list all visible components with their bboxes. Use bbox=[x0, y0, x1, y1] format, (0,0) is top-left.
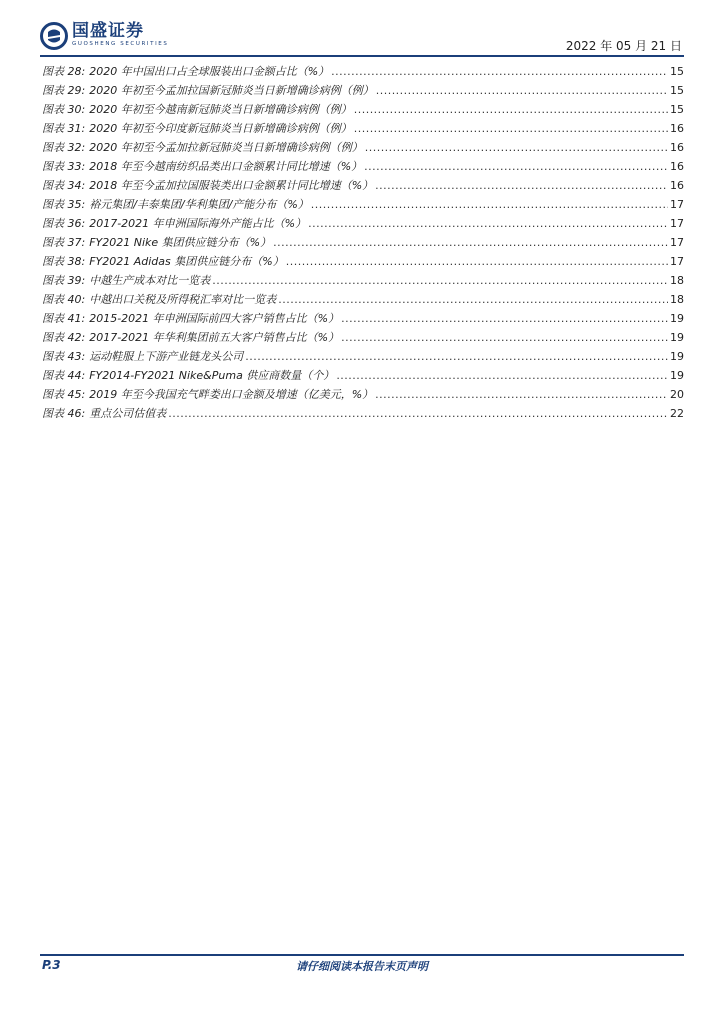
logo-name-cn: 国盛证券 bbox=[72, 21, 144, 41]
toc-entry-page: 19 bbox=[670, 331, 684, 344]
toc-entry-page: 17 bbox=[670, 255, 684, 268]
toc-entry-page: 19 bbox=[670, 312, 684, 325]
toc-entry-title: 中越生产成本对比一览表 bbox=[89, 274, 211, 287]
toc-entry-label: 图表 39: bbox=[42, 274, 86, 287]
toc-dot-leader bbox=[336, 369, 668, 382]
toc-entry-title: 2020 年中国出口占全球服装出口金额占比（%） bbox=[89, 65, 330, 78]
toc-entry-page: 19 bbox=[670, 369, 684, 382]
toc-entry-label: 图表 40: bbox=[42, 293, 86, 306]
company-logo bbox=[40, 22, 168, 52]
toc-entry[interactable] bbox=[42, 234, 684, 253]
toc-entry-page: 17 bbox=[670, 198, 684, 211]
toc-entry[interactable] bbox=[42, 348, 684, 367]
toc-entry-page: 17 bbox=[670, 217, 684, 230]
toc-entry-page: 15 bbox=[670, 103, 684, 116]
toc-dot-leader bbox=[341, 312, 668, 325]
toc-entry[interactable] bbox=[42, 272, 684, 291]
toc-entry-title: 中越出口关税及所得税汇率对比一览表 bbox=[89, 293, 277, 306]
toc-entry[interactable] bbox=[42, 158, 684, 177]
toc-entry[interactable] bbox=[42, 63, 684, 82]
toc-entry-label: 图表 34: bbox=[42, 179, 86, 192]
toc-entry-title: FY2021 Adidas 集团供应链分布（%） bbox=[89, 255, 284, 268]
toc-entry-label: 图表 41: bbox=[42, 312, 86, 325]
toc-dot-leader bbox=[331, 65, 668, 78]
toc-dot-leader bbox=[308, 217, 668, 230]
toc-entry[interactable] bbox=[42, 177, 684, 196]
toc-entry-title: 2020 年初至今孟加拉新冠肺炎当日新增确诊病例（例） bbox=[89, 141, 363, 154]
logo-name-en: GUOSHENG SECURITIES bbox=[72, 41, 169, 47]
toc-entry-page: 18 bbox=[670, 274, 684, 287]
toc-entry-label: 图表 46: bbox=[42, 407, 86, 420]
toc-entry-page: 19 bbox=[670, 350, 684, 363]
toc-entry-label: 图表 33: bbox=[42, 160, 86, 173]
toc-dot-leader bbox=[168, 407, 668, 420]
toc-entry-label: 图表 31: bbox=[42, 122, 86, 135]
toc-dot-leader bbox=[364, 160, 668, 173]
toc-entry-page: 17 bbox=[670, 236, 684, 249]
toc-entry-page: 16 bbox=[670, 141, 684, 154]
toc-entry-title: 2020 年初至今印度新冠肺炎当日新增确诊病例（例） bbox=[89, 122, 352, 135]
toc-entry-title: 2015-2021 年申洲国际前四大客户销售占比（%） bbox=[89, 312, 340, 325]
page-header bbox=[0, 0, 724, 60]
toc-entry[interactable] bbox=[42, 196, 684, 215]
report-date: 2022 年 05 月 21 日 bbox=[565, 39, 682, 53]
toc-entry-title: 裕元集团/丰泰集团/华利集团/产能分布（%） bbox=[89, 198, 309, 211]
toc-entry-page: 16 bbox=[670, 160, 684, 173]
toc-entry[interactable] bbox=[42, 215, 684, 234]
toc-entry-title: FY2014-FY2021 Nike&Puma 供应商数量（个） bbox=[89, 369, 335, 382]
toc-dot-leader bbox=[365, 141, 668, 154]
disclaimer-text: 请仔细阅读本报告末页声明 bbox=[296, 960, 428, 973]
toc-entry-label: 图表 35: bbox=[42, 198, 86, 211]
toc-entry-page: 18 bbox=[670, 293, 684, 306]
toc-dot-leader bbox=[311, 198, 668, 211]
toc-entry-title: 2020 年初至今越南新冠肺炎当日新增确诊病例（例） bbox=[89, 103, 352, 116]
toc-entry[interactable] bbox=[42, 329, 684, 348]
toc-entry[interactable] bbox=[42, 139, 684, 158]
toc-entry-label: 图表 38: bbox=[42, 255, 86, 268]
toc-dot-leader bbox=[376, 84, 668, 97]
toc-entry[interactable] bbox=[42, 291, 684, 310]
toc-dot-leader bbox=[245, 350, 668, 363]
toc-entry-title: 2017-2021 年华利集团前五大客户销售占比（%） bbox=[89, 331, 340, 344]
toc-entry-page: 22 bbox=[670, 407, 684, 420]
toc-entry-title: 2019 年至今我国充气畔娄出口金额及增速（亿美元，%） bbox=[89, 388, 374, 401]
toc-entry-title: 2017-2021 年申洲国际海外产能占比（%） bbox=[89, 217, 307, 230]
toc-entry-title: 2018 年至今越南纺织品类出口金额累计同比增速（%） bbox=[89, 160, 363, 173]
toc-dot-leader bbox=[354, 103, 668, 116]
toc-dot-leader bbox=[212, 274, 668, 287]
logo-text bbox=[72, 22, 168, 48]
toc-entry-page: 16 bbox=[670, 179, 684, 192]
footer-divider bbox=[40, 954, 684, 956]
toc-entry[interactable] bbox=[42, 310, 684, 329]
toc-entry-page: 16 bbox=[670, 122, 684, 135]
toc-dot-leader bbox=[273, 236, 668, 249]
header-divider bbox=[40, 55, 684, 57]
toc-dot-leader bbox=[354, 122, 668, 135]
toc-entry-label: 图表 30: bbox=[42, 103, 86, 116]
toc-entry[interactable] bbox=[42, 101, 684, 120]
toc-entry-title: 重点公司估值表 bbox=[89, 407, 167, 420]
toc-entry-label: 图表 44: bbox=[42, 369, 86, 382]
toc-entry-label: 图表 32: bbox=[42, 141, 86, 154]
toc-entry-title: 2018 年至今孟加拉国服装类出口金额累计同比增速（%） bbox=[89, 179, 374, 192]
toc-dot-leader bbox=[286, 255, 668, 268]
figure-index-list bbox=[42, 63, 684, 424]
toc-entry-label: 图表 28: bbox=[42, 65, 86, 78]
toc-entry-label: 图表 45: bbox=[42, 388, 86, 401]
toc-entry-title: 2020 年初至今孟加拉国新冠肺炎当日新增确诊病例（例） bbox=[89, 84, 374, 97]
toc-dot-leader bbox=[278, 293, 668, 306]
page-number: P.3 bbox=[42, 958, 61, 972]
toc-dot-leader bbox=[375, 388, 668, 401]
toc-entry[interactable] bbox=[42, 82, 684, 101]
toc-entry-title: FY2021 Nike 集团供应链分布（%） bbox=[89, 236, 272, 249]
toc-entry-label: 图表 29: bbox=[42, 84, 86, 97]
toc-entry[interactable] bbox=[42, 367, 684, 386]
guosheng-logo-icon bbox=[40, 22, 68, 50]
toc-dot-leader bbox=[341, 331, 668, 344]
toc-entry-label: 图表 42: bbox=[42, 331, 86, 344]
toc-entry-label: 图表 43: bbox=[42, 350, 86, 363]
toc-entry-page: 20 bbox=[670, 388, 684, 401]
toc-entry-label: 图表 37: bbox=[42, 236, 86, 249]
toc-entry[interactable] bbox=[42, 253, 684, 272]
toc-entry-title: 运动鞋服上下游产业链龙头公司 bbox=[89, 350, 244, 363]
toc-entry-page: 15 bbox=[670, 65, 684, 78]
toc-entry[interactable] bbox=[42, 120, 684, 139]
toc-entry-page: 15 bbox=[670, 84, 684, 97]
toc-entry[interactable] bbox=[42, 386, 684, 405]
toc-dot-leader bbox=[375, 179, 668, 192]
toc-entry-label: 图表 36: bbox=[42, 217, 86, 230]
toc-entry[interactable] bbox=[42, 405, 684, 424]
